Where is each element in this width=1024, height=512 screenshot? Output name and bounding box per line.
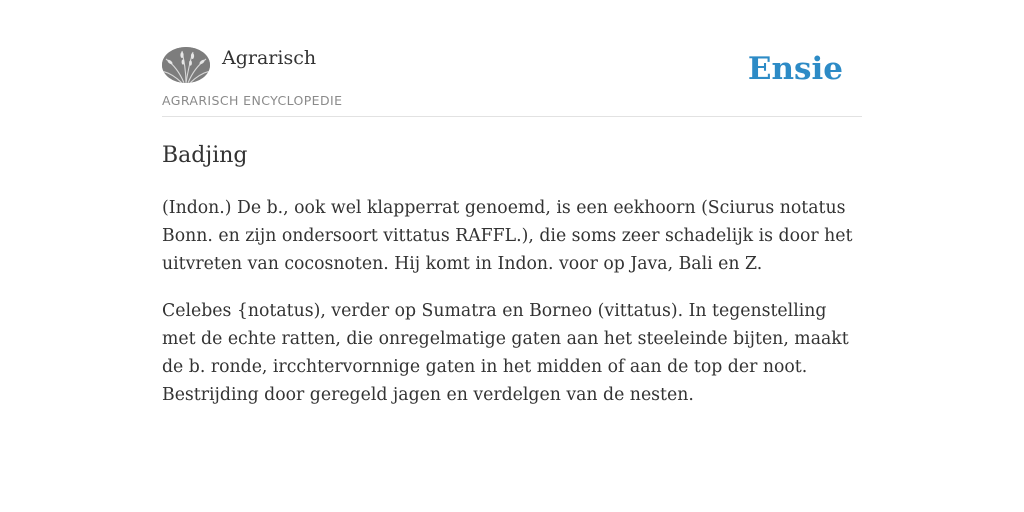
page — [162, 0, 862, 409]
header — [162, 46, 862, 117]
entry-paragraph: Celebes {notatus), verder op Sumatra en Borneo (vittatus). In tegenstelling met de echte ratten, die onregelmatige gaten aan het steeleinde bijten, maakt de b. ronde, ircchtervornnige gaten in het midden of aan de top der noot. Bestrijding door geregeld jagen en verdelgen van de nesten. — [162, 301, 849, 405]
source-subtitle: AGRARISCH ENCYCLOPEDIE — [162, 93, 343, 108]
brand-logo[interactable]: Ensie — [747, 51, 843, 87]
entry-title: Badjing — [162, 143, 248, 168]
source-title[interactable]: Agrarisch — [222, 47, 317, 69]
wheat-icon[interactable] — [162, 47, 210, 83]
entry-paragraph: (Indon.) De b., ook wel klapperrat genoemd, is een eekhoorn (Sciurus notatus Bonn. en zijn ondersoort vittatus RAFFL.), die soms zeer schadelijk is door het uitvreten van cocosnoten. Hij komt in Indon. voor op Java, Bali en Z. — [162, 198, 853, 274]
entry-body — [162, 194, 862, 409]
